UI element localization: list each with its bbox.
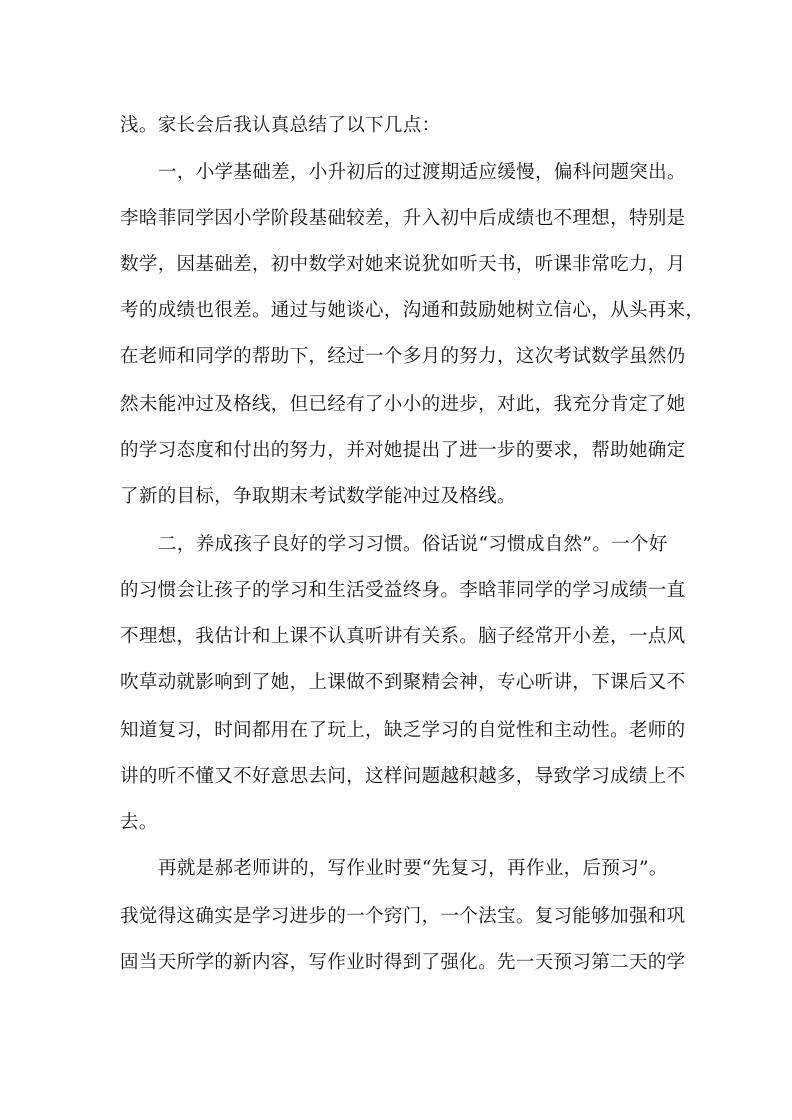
text-line: 考的成绩也很差。通过与她谈心，沟通和鼓励她树立信心，从头再来， xyxy=(120,300,705,321)
text-line: 了新的目标，争取期末考试数学能冲过及格线。 xyxy=(120,486,516,507)
text-line: 固当天所学的新内容，写作业时得到了强化。先一天预习第二天的学 xyxy=(120,952,686,973)
text-line: 吹草动就影响到了她，上课做不到聚精会神，专心听讲，下课后又不 xyxy=(120,672,686,693)
text-line: 然未能冲过及格线，但已经有了小小的进步，对此，我充分肯定了她 xyxy=(120,394,686,415)
paragraph-first-line: 二，养成孩子良好的学习习惯。俗话说“习惯成自然”。一个好 xyxy=(158,534,668,555)
paragraph-first-line: 一，小学基础差，小升初后的过渡期适应缓慢，偏科问题突出。 xyxy=(158,162,686,183)
text-line: 的学习态度和付出的努力，并对她提出了进一步的要求，帮助她确定 xyxy=(120,440,686,461)
text-line: 知道复习，时间都用在了玩上，缺乏学习的自觉性和主动性。老师的 xyxy=(120,720,686,741)
text-line: 讲的听不懂又不好意思去问，这样问题越积越多，导致学习成绩上不 xyxy=(120,766,686,787)
text-line: 数学，因基础差，初中数学对她来说犹如听天书，听课非常吃力，月 xyxy=(120,254,686,275)
text-line: 的习惯会让孩子的学习和生活受益终身。李晗菲同学的学习成绩一直 xyxy=(120,580,686,601)
text-line: 我觉得这确实是学习进步的一个窍门，一个法宝。复习能够加强和巩 xyxy=(120,906,686,927)
text-line: 去。 xyxy=(120,812,158,833)
text-line: 不理想，我估计和上课不认真听讲有关系。脑子经常开小差，一点风 xyxy=(120,626,686,647)
text-line: 在老师和同学的帮助下，经过一个多月的努力，这次考试数学虽然仍 xyxy=(120,346,686,367)
paragraph-first-line: 再就是郝老师讲的，写作业时要“先复习，再作业，后预习”。 xyxy=(158,858,668,879)
text-line: 浅。家长会后我认真总结了以下几点： xyxy=(120,115,441,136)
text-line: 李晗菲同学因小学阶段基础较差，升入初中后成绩也不理想，特别是 xyxy=(120,208,686,229)
